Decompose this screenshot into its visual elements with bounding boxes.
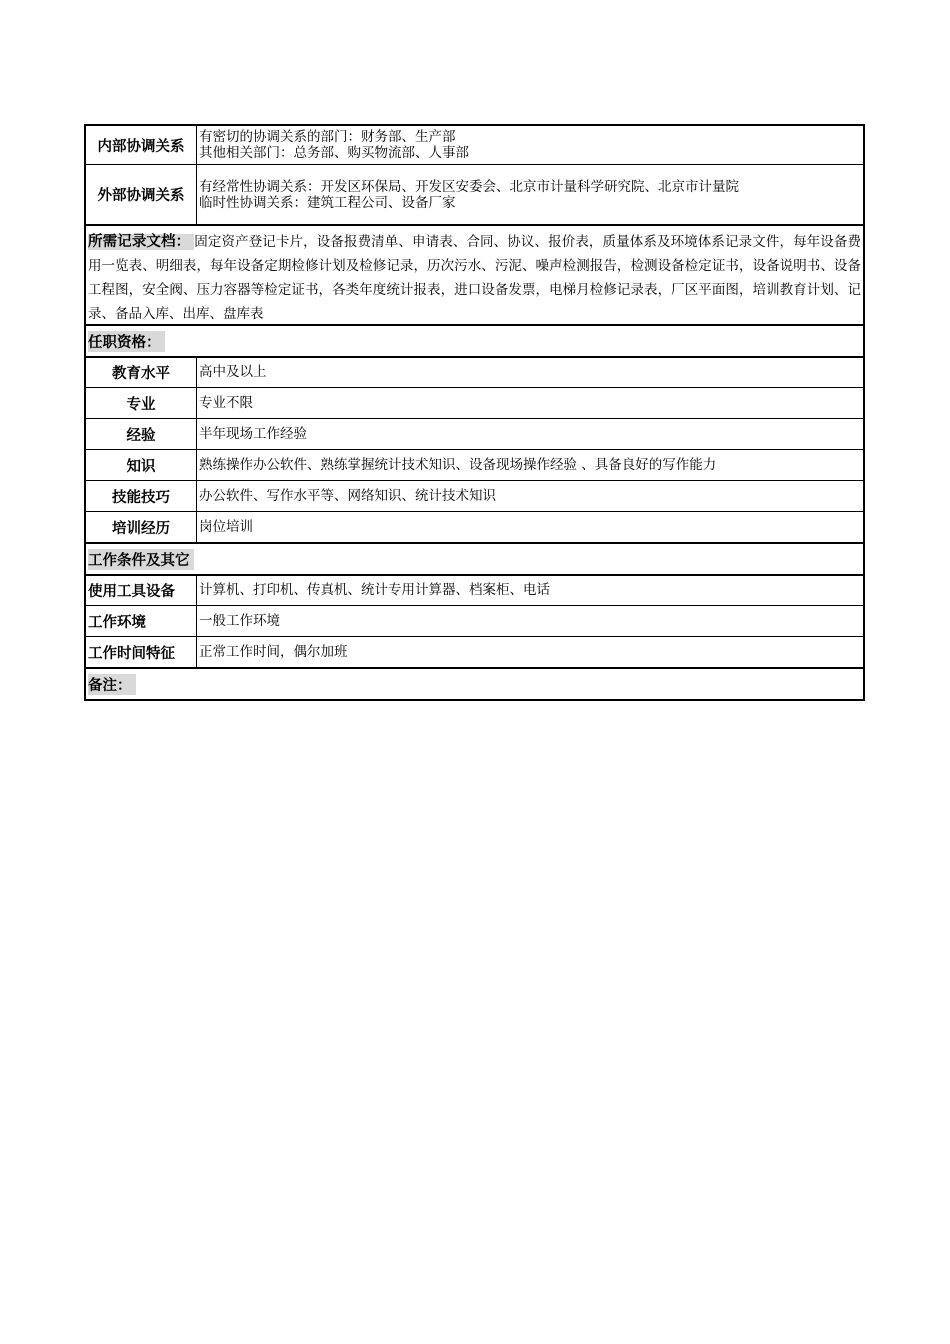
internal-coordination-line: 有密切的协调关系的部门：财务部、生产部 bbox=[199, 129, 456, 145]
job-description-table bbox=[84, 124, 865, 701]
internal-coordination-value bbox=[197, 126, 863, 164]
condition-value: 一般工作环境 bbox=[199, 612, 280, 629]
condition-row bbox=[86, 574, 863, 605]
qualification-label: 技能技巧 bbox=[86, 481, 197, 511]
qualifications-header-row bbox=[86, 324, 863, 356]
qualification-value: 专业不限 bbox=[199, 394, 253, 411]
remarks-label: 备注： bbox=[88, 674, 136, 695]
qualification-row bbox=[86, 356, 863, 387]
qualification-value: 办公软件、写作水平等、网络知识、统计技术知识 bbox=[199, 487, 496, 504]
records-section bbox=[86, 226, 863, 326]
external-coordination-line: 临时性协调关系：建筑工程公司、设备厂家 bbox=[199, 194, 456, 211]
records-text: 固定资产登记卡片，设备报费清单、申请表、合同、协议、报价表，质量体系及环境体系记录文件，每年设备费用一览表、明细表，每年设备定期检修计划及检修记录，历次污水、污泥、噪声检测报告，检测设备检定证书，设备说明书、设备工程图，安全阀、压力容器等检定证书，各类年度统计报表，进口设备发票，电梯月检修记录表，厂区平面图，培训教育计划、记录、备品入库、出库、盘库表 bbox=[88, 234, 862, 322]
qualification-value: 半年现场工作经验 bbox=[199, 425, 307, 442]
condition-label: 工作时间特征 bbox=[86, 637, 197, 667]
external-coordination-row bbox=[86, 164, 863, 224]
condition-row bbox=[86, 636, 863, 667]
remarks-row bbox=[86, 667, 863, 699]
condition-row bbox=[86, 605, 863, 636]
qualification-label: 知识 bbox=[86, 450, 197, 480]
condition-label: 使用工具设备 bbox=[86, 576, 197, 605]
qualification-label: 专业 bbox=[86, 388, 197, 418]
remarks-header bbox=[86, 669, 863, 699]
qualification-label: 经验 bbox=[86, 419, 197, 449]
external-coordination-value bbox=[197, 165, 863, 224]
qualification-label: 教育水平 bbox=[86, 358, 197, 387]
qualification-row bbox=[86, 449, 863, 480]
qualifications-header bbox=[86, 326, 863, 356]
records-label: 所需记录文档： bbox=[88, 234, 194, 250]
qualification-value: 熟练操作办公软件、熟练掌握统计技术知识、设备现场操作经验 、具备良好的写作能力 bbox=[199, 456, 717, 473]
qualification-label: 培训经历 bbox=[86, 512, 197, 542]
qualification-row bbox=[86, 387, 863, 418]
external-coordination-line: 有经常性协调关系：开发区环保局、开发区安委会、北京市计量科学研究院、北京市计量院 bbox=[199, 178, 739, 195]
conditions-label: 工作条件及其它 bbox=[88, 549, 194, 570]
conditions-header-row bbox=[86, 542, 863, 574]
conditions-header bbox=[86, 544, 863, 574]
qualifications-label: 任职资格： bbox=[88, 331, 165, 352]
external-coordination-label: 外部协调关系 bbox=[86, 165, 197, 224]
qualification-row bbox=[86, 480, 863, 511]
qualification-value: 岗位培训 bbox=[199, 518, 253, 535]
qualification-row bbox=[86, 511, 863, 542]
condition-label: 工作环境 bbox=[86, 606, 197, 636]
condition-value: 正常工作时间，偶尔加班 bbox=[199, 643, 348, 660]
internal-coordination-line: 其他相关部门：总务部、购买物流部、人事部 bbox=[199, 145, 469, 161]
qualification-row bbox=[86, 418, 863, 449]
records-row bbox=[86, 224, 863, 324]
internal-coordination-row bbox=[86, 126, 863, 164]
qualification-value: 高中及以上 bbox=[199, 364, 267, 380]
condition-value: 计算机、打印机、传真机、统计专用计算器、档案柜、电话 bbox=[199, 582, 550, 598]
internal-coordination-label: 内部协调关系 bbox=[86, 126, 197, 164]
